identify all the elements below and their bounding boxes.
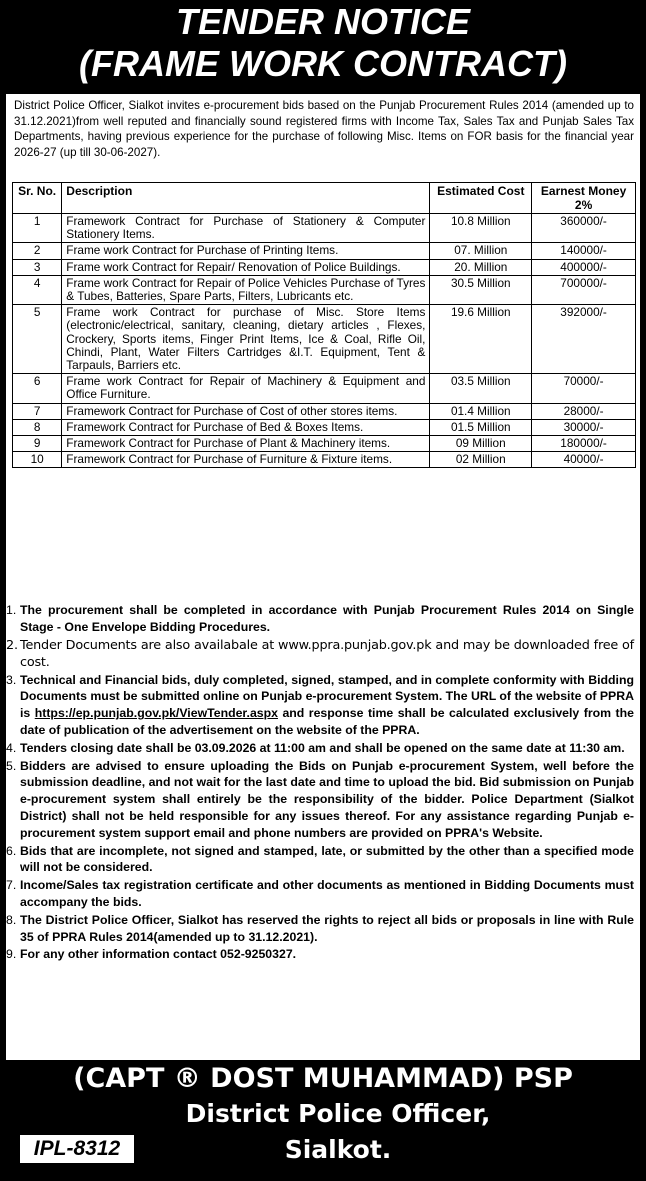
- table-row: [13, 275, 636, 304]
- term-number: 2.: [6, 637, 18, 653]
- row-sr: 7: [13, 403, 62, 419]
- row-money: 360000/-: [532, 214, 636, 243]
- row-cost: 03.5 Million: [430, 374, 532, 403]
- term-item: [6, 602, 640, 636]
- row-cost: 07. Million: [430, 243, 532, 259]
- table-row: [13, 259, 636, 275]
- row-money: 392000/-: [532, 305, 636, 374]
- term-item: [6, 740, 640, 757]
- row-cost: 20. Million: [430, 259, 532, 275]
- row-money: 140000/-: [532, 243, 636, 259]
- intro-paragraph: District Police Officer, Sialkot invites e-procurement bids based on the Punjab Procurement Rules 2014 (amended up to 31.12.2021)from well reputed and financially sound registered firms with Income Tax, Sales Tax and Punjab Sales Tax Departments, having previous experience for the purchase of following Misc. Items on FOR basis for the financial year 2026-27 (up till 30-06-2027).: [14, 99, 634, 159]
- table-row: [13, 243, 636, 259]
- table-row: [13, 452, 636, 468]
- row-description: Framework Contract for Purchase of Bed & Boxes Items.: [62, 419, 430, 435]
- header-sr-no: Sr. No.: [13, 183, 62, 214]
- row-description: Frame work Contract for Repair of Machinery & Equipment and Office Furniture.: [62, 374, 430, 403]
- table-row: [13, 403, 636, 419]
- term-text: Bids that are incomplete, not signed and stamped, late, or submitted by the other than a specified mode will not be considered.: [20, 843, 634, 875]
- row-money: 70000/-: [532, 374, 636, 403]
- term-text: The District Police Officer, Sialkot has reserved the rights to reject all bids or proposals in line with Rule 35 of PPRA Rules 2014(amended up to 31.12.2021).: [20, 912, 634, 944]
- row-sr: 4: [13, 275, 62, 304]
- term-number: 6.: [6, 843, 17, 858]
- row-cost: 30.5 Million: [430, 275, 532, 304]
- row-description: Frame work Contract for Repair of Police Vehicles Purchase of Tyres & Tubes, Batteries, Spare Parts, Filters, Lubricants etc.: [62, 275, 430, 304]
- row-sr: 2: [13, 243, 62, 259]
- term-number: 9.: [6, 947, 17, 962]
- row-sr: 6: [13, 374, 62, 403]
- notice-title: TENDER NOTICE: [175, 1, 470, 42]
- row-sr: 3: [13, 259, 62, 275]
- term-text: Income/Sales tax registration certificate and other documents as mentioned in Bidding Documents must accompany the bids.: [20, 878, 634, 909]
- term-item: [6, 877, 640, 911]
- ppra-tender-link[interactable]: https://ep.punjab.gov.pk/ViewTender.aspx: [34, 706, 278, 721]
- row-description: Framework Contract for Purchase of Plant & Machinery items.: [62, 436, 430, 452]
- term-item: [6, 758, 640, 842]
- term-number: 3.: [6, 672, 17, 687]
- term-number: 5.: [6, 758, 17, 773]
- term-item: [6, 637, 640, 671]
- row-cost: 19.6 Million: [430, 305, 532, 374]
- row-money: 40000/-: [532, 452, 636, 468]
- row-description: Framework Contract for Purchase of Furniture & Fixture items.: [62, 452, 430, 468]
- row-sr: 5: [13, 305, 62, 374]
- term-number: 7.: [6, 878, 17, 893]
- row-money: 400000/-: [532, 259, 636, 275]
- term-text: The procurement shall be completed in accordance with Punjab Procurement Rules 2014 on Single Stage - One Envelope Bidding Procedures.: [20, 603, 634, 634]
- row-sr: 10: [13, 452, 62, 468]
- row-money: 30000/-: [532, 419, 636, 435]
- row-cost: 09 Million: [430, 436, 532, 452]
- term-text-cont: and response time shall be calculated exclusively from the date of publication of the advertisement on the website of the PPRA.: [20, 706, 634, 737]
- row-money: 700000/-: [532, 275, 636, 304]
- table-row: [13, 436, 636, 452]
- term-item: [6, 912, 640, 946]
- term-number: 4.: [6, 740, 17, 755]
- items-table: [12, 182, 636, 468]
- row-description: Framework Contract for Purchase of Cost of other stores items.: [62, 403, 430, 419]
- header-banner: [0, 0, 646, 92]
- row-sr: 1: [13, 214, 62, 243]
- header-estimated-cost: Estimated Cost: [430, 183, 532, 214]
- term-item: [6, 946, 640, 963]
- row-sr: 8: [13, 419, 62, 435]
- term-number: 1.: [6, 603, 17, 617]
- row-cost: 02 Million: [430, 452, 532, 468]
- term-text: Tender Documents are also availabale at www.ppra.punjab.gov.pk and may be downloaded free of cost.: [20, 637, 634, 670]
- row-money: 180000/-: [532, 436, 636, 452]
- header-description: Description: [62, 183, 430, 214]
- row-description: Frame work Contract for purchase of Misc. Store Items (electronic/electrical, sanitary, cleaning, dietary articles , Flexes, Crockery, Sports items, Finger Print Items, Ice & Coal, Rifle Oil, Chindi, Plant, Water Filters Cartridges &I.T. Equipment, Tent & Tarpauls, Barriers etc.: [62, 305, 430, 374]
- officer-name: (CAPT ® DOST MUHAMMAD) PSP: [73, 1063, 573, 1094]
- table-row: [13, 214, 636, 243]
- term-text: Bidders are advised to ensure uploading the Bids on Punjab e-procurement System, well before the submission deadline, and not wait for the last date and time to upload the bid. Bid submission on Punjab e-procurement system shall entirely be the responsibility of the bidder. Police Department (Sialkot District) shall not be held responsible for any issues thereof. For any assistance regarding Punjab e-procurement system support email and phone numbers are provided on PPRA's Website.: [20, 758, 634, 840]
- notice-body: [6, 94, 640, 1060]
- term-item: [6, 843, 640, 877]
- row-cost: 01.5 Million: [430, 419, 532, 435]
- term-number: 8.: [6, 912, 17, 927]
- table-header-row: [13, 183, 636, 214]
- term-text: Technical and Financial bids, duly completed, signed, stamped, and in complete conformity with Bidding Documents must be submitted online on Punjab e-procurement System. The URL of the website of PPRA is: [20, 672, 635, 721]
- row-description: Framework Contract for Purchase of Stationery & Computer Stationery Items.: [62, 214, 430, 243]
- row-cost: 01.4 Million: [430, 403, 532, 419]
- notice-subtitle: (FRAME WORK CONTRACT): [79, 43, 567, 84]
- header-earnest-money: Earnest Money 2%: [532, 183, 636, 214]
- terms-list: [6, 602, 640, 964]
- row-cost: 10.8 Million: [430, 214, 532, 243]
- row-description: Frame work Contract for Purchase of Printing Items.: [62, 243, 430, 259]
- officer-location: Sialkot.: [284, 1135, 392, 1164]
- term-item: [6, 672, 640, 739]
- officer-designation: District Police Officer,: [185, 1099, 491, 1128]
- table-row: [13, 374, 636, 403]
- row-sr: 9: [13, 436, 62, 452]
- table-row: [13, 419, 636, 435]
- row-money: 28000/-: [532, 403, 636, 419]
- term-text: Tenders closing date shall be 03.09.2026 at 11:00 am and shall be opened on the same date at 11:30 am.: [20, 740, 625, 755]
- ipl-reference-badge: IPL-8312: [18, 1133, 136, 1165]
- row-description: Frame work Contract for Repair/ Renovation of Police Buildings.: [62, 259, 430, 275]
- term-text: For any other information contact 052-9250327.: [20, 947, 297, 962]
- table-row: [13, 305, 636, 374]
